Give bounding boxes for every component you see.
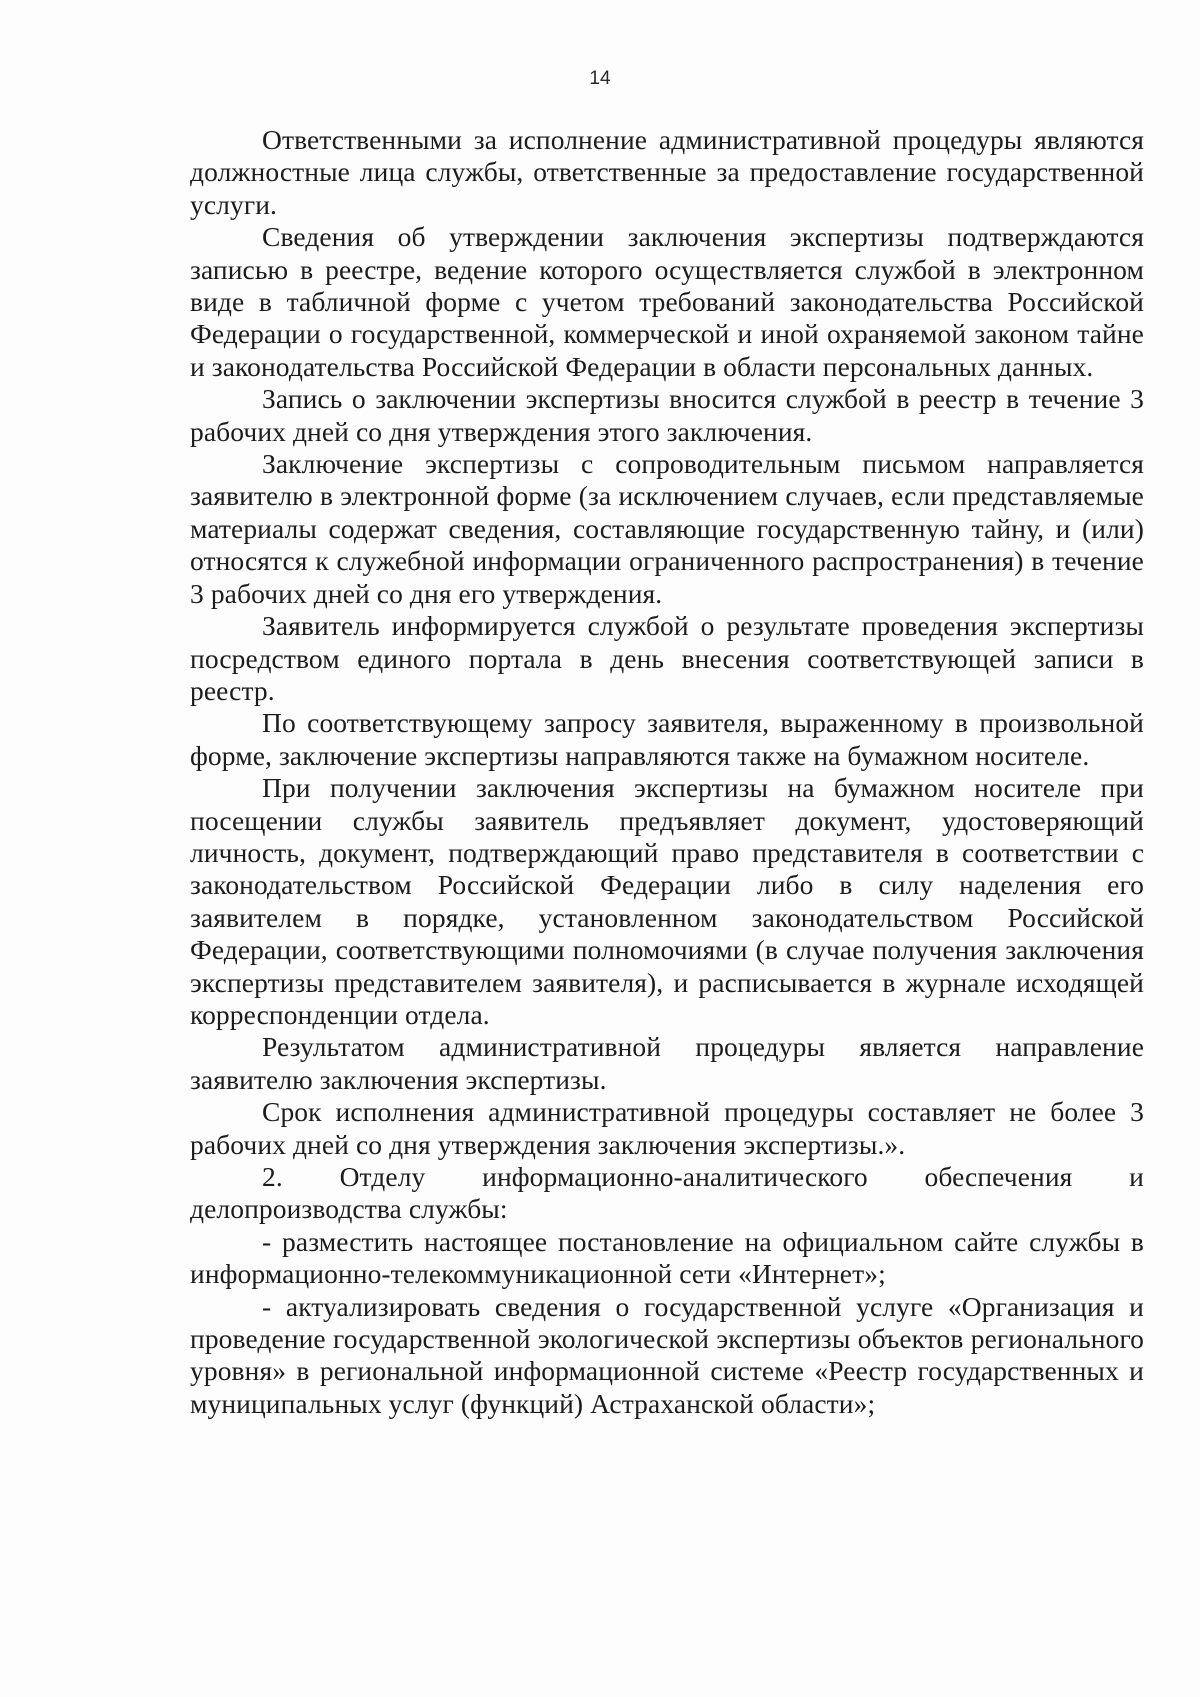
list-item: - разместить настоящее постановление на официальном сайте службы в информационно-телекоммуникационной сети «Интернет»; — [190, 1225, 1144, 1290]
paragraph: Результатом административной процедуры является направление заявителю заключения экспертизы. — [190, 1031, 1144, 1095]
paragraph: Запись о заключении экспертизы вносится службой в реестр в течение 3 рабочих дней со дня утверждения этого заключения. — [190, 383, 1144, 447]
paragraph: Срок исполнения административной процедуры составляет не более 3 рабочих дней со дня утверждения заключения экспертизы.». — [190, 1096, 1144, 1160]
paragraph: Заявитель информируется службой о результате проведения экспертизы посредством единого портала в день внесения соответствующей записи в реестр. — [190, 610, 1144, 706]
paragraph: По соответствующему запросу заявителя, выраженному в произвольной форме, заключение экспертизы направляются также на бумажном носителе. — [190, 707, 1144, 771]
paragraph: Сведения об утверждении заключения экспертизы подтверждаются записью в реестре, ведение которого осуществляется службой в электронном виде в табличной форме с учетом требований законодательства Российской Федерации о государственной, коммерческой и иной охраняемой законом тайне и законодательства Российской Федерации в области персональных данных. — [190, 221, 1144, 382]
list-item: - актуализировать сведения о государственной услуге «Организация и проведение государственной экологической экспертизы объектов регионального уровня» в региональной информационной системе «Реестр государственных и муниципальных услуг (функций) Астраханской области»; — [190, 1290, 1144, 1419]
document-body — [190, 124, 1144, 1420]
numbered-paragraph: 2. Отделу информационно-аналитического обеспечения и делопроизводства службы: — [190, 1161, 1144, 1225]
paragraph: Ответственными за исполнение административной процедуры являются должностные лица службы, ответственные за предоставление государственной услуги. — [190, 124, 1144, 220]
page-number: 14 — [589, 68, 611, 89]
paragraph: При получении заключения экспертизы на бумажном носителе при посещении службы заявитель предъявляет документ, удостоверяющий личность, документ, подтверждающий право представителя в соответствии с законодательством Российской Федерации либо в силу наделения его заявителем в порядке, установленном законодательством Российской Федерации, соответствующими полномочиями (в случае получения заключения экспертизы представителем заявителя), и расписывается в журнале исходящей корреспонденции отдела. — [190, 772, 1144, 1030]
paragraph: Заключение экспертизы с сопроводительным письмом направляется заявителю в электронной форме (за исключением случаев, если представляемые материалы содержат сведения, составляющие государственную тайну, и (или) относятся к служебной информации ограниченного распространения) в течение 3 рабочих дней со дня его утверждения. — [190, 448, 1144, 609]
